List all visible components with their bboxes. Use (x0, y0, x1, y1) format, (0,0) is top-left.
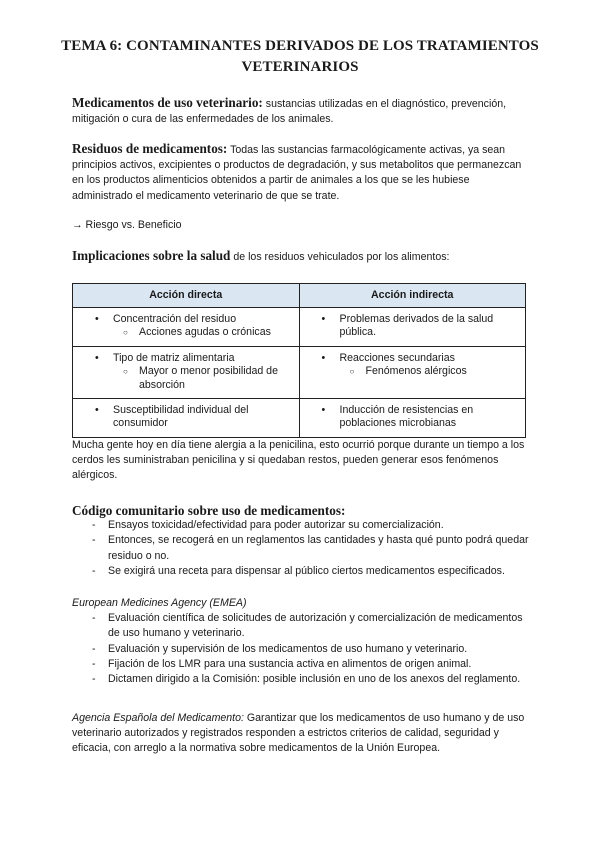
emea-list (72, 611, 532, 687)
emea-section (72, 596, 532, 687)
cell-sub-item: ○ Acciones agudas o crónicas (79, 326, 293, 339)
codigo-section (72, 503, 532, 579)
codigo-heading: Código comunitario sobre uso de medicamentos: (72, 503, 346, 518)
riesgo-beneficio: → Riesgo vs. Beneficio (72, 219, 182, 231)
cell-bullet-item: • Reacciones secundarias (306, 352, 520, 365)
cell-bullet-item: • Problemas derivados de la salud pública. (306, 313, 520, 340)
table-cell (299, 308, 526, 347)
aemps-paragraph (72, 711, 532, 757)
table-row (73, 346, 526, 398)
implicaciones-table (72, 283, 526, 438)
table-cell (73, 399, 300, 438)
cell-bullet-item: • Susceptibilidad individual del consumidor (79, 404, 293, 431)
list-item: - Entonces, se recogerá en un reglamentos las cantidades y hasta qué punto podrá quedar residuo o no. (72, 533, 532, 563)
aemps-heading: Agencia Española del Medicamento: (72, 712, 244, 724)
residuos-paragraph (72, 141, 532, 204)
aemps-text: Garantizar que los medicamentos de uso humano y de uso veterinario autorizados y registrados responden a estrictos criterios de calidad, seguridad y eficacia, con arreglo a la normativa sobre medicamentos de la Unión Europea. (72, 712, 525, 755)
table-header-row (73, 284, 526, 308)
table-row (73, 308, 526, 347)
table-cell (299, 346, 526, 398)
codigo-list (72, 518, 532, 579)
cell-sub-item: ○ Fenómenos alérgicos (306, 365, 520, 378)
header-accion-directa: Acción directa (73, 284, 300, 308)
residuos-heading: Residuos de medicamentos: (72, 141, 228, 156)
implicaciones-text: de los residuos vehiculados por los alimentos: (230, 251, 450, 263)
emea-heading: European Medicines Agency (EMEA) (72, 597, 247, 609)
list-item: - Dictamen dirigido a la Comisión: posible inclusión en uno de los anexos del reglamento. (72, 672, 532, 687)
list-item: - Ensayos toxicidad/efectividad para poder autorizar su comercialización. (72, 518, 532, 533)
table-cell (299, 399, 526, 438)
page-title: TEMA 6: CONTAMINANTES DERIVADOS DE LOS TRATAMIENTOS VETERINARIOS (61, 38, 539, 75)
medicamentos-text: sustancias utilizadas en el diagnóstico, prevención, mitigación o cura de las enfermedades de los animales. (72, 98, 507, 126)
list-item: - Evaluación científica de solicitudes de autorización y comercialización de medicamentos de uso humano y veterinario. (72, 611, 532, 641)
cell-bullet-item: • Tipo de matriz alimentaria (79, 352, 293, 365)
residuos-text: Todas las sustancias farmacológicamente activas, ya sean principios activos, excipientes o productos de degradación, y sus metabolitos que permanezcan en los productos alimenticios obtenidos a partir de animales a los que se les hubiese administrado el medicamento veterinario de que se trate. (72, 144, 522, 202)
table-cell (73, 308, 300, 347)
cell-bullet-item: • Inducción de resistencias en poblaciones microbianas (306, 404, 520, 431)
list-item: - Fijación de los LMR para una sustancia activa en alimentos de origen animal. (72, 657, 532, 672)
penicilina-paragraph: Mucha gente hoy en día tiene alergia a la penicilina, esto ocurrió porque durante un tiempo a los cerdos les suministraban penicilina y si quedaban restos, pueden generar esos fenómenos alérgicos. (72, 439, 525, 482)
medicamentos-paragraph (72, 95, 532, 127)
medicamentos-heading: Medicamentos de uso veterinario: (72, 95, 263, 110)
list-item: - Se exigirá una receta para dispensar al público ciertos medicamentos especificados. (72, 564, 532, 579)
cell-bullet-item: • Concentración del residuo (79, 313, 293, 326)
header-accion-indirecta: Acción indirecta (299, 284, 526, 308)
table-row (73, 399, 526, 438)
list-item: - Evaluación y supervisión de los medicamentos de uso humano y veterinario. (72, 642, 532, 657)
implicaciones-paragraph (72, 248, 532, 265)
cell-sub-item: ○ Mayor o menor posibilidad de absorción (79, 365, 293, 392)
table-cell (73, 346, 300, 398)
implicaciones-heading: Implicaciones sobre la salud (72, 248, 231, 263)
